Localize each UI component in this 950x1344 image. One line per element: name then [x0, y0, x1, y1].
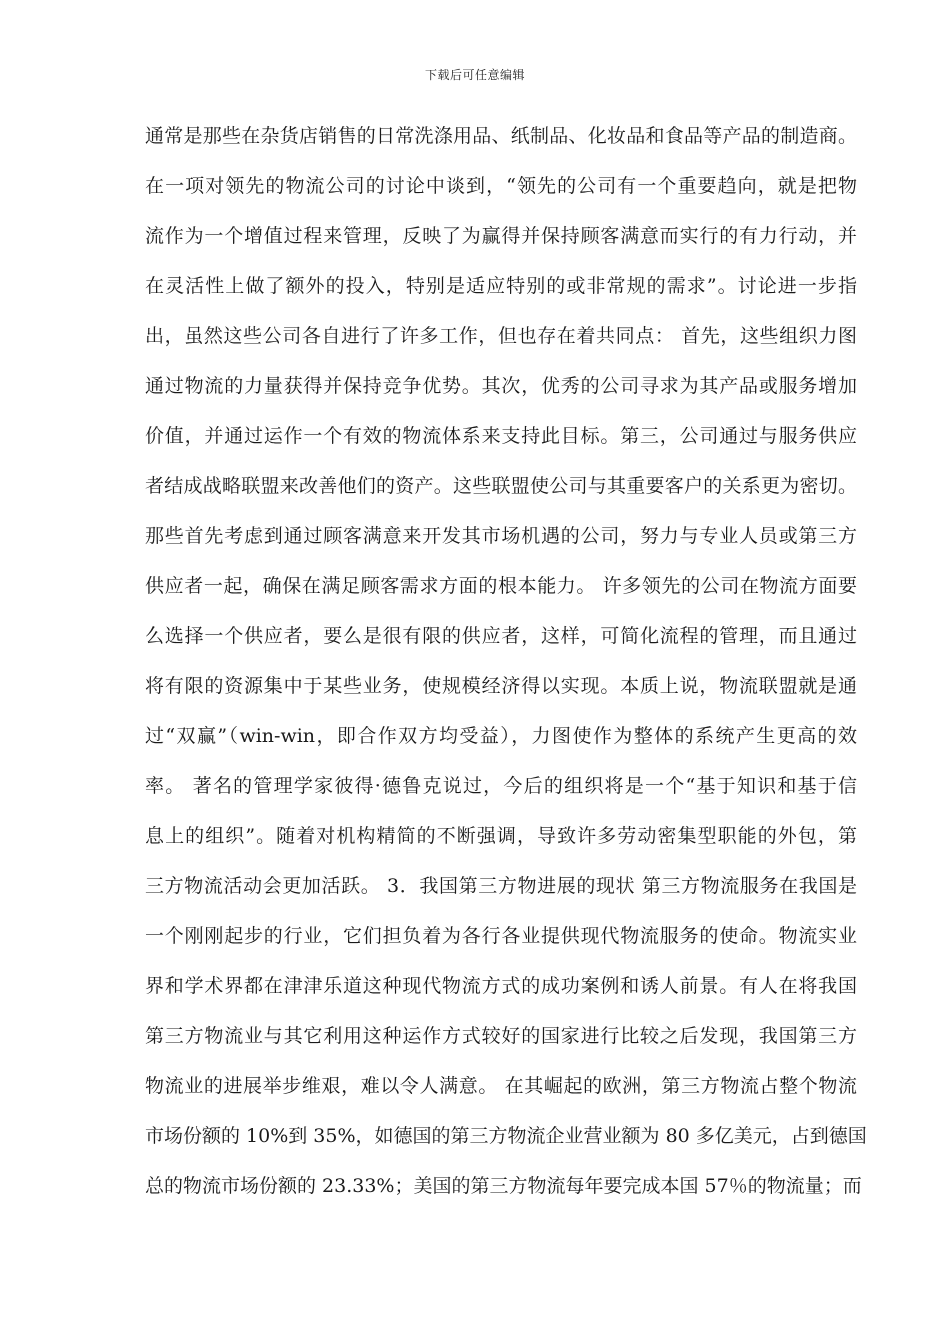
- text-line: 通过物流的力量获得并保持竞争优势。其次，优秀的公司寻求为其产品或服务增加: [145, 375, 857, 397]
- text-line: 在灵活性上做了额外的投入，特别是适应特别的或非常规的需求”。讨论进一步指: [145, 275, 857, 297]
- text-line: 一个刚刚起步的行业，它们担负着为各行各业提供现代物流服务的使命。物流实业: [145, 925, 857, 947]
- text-line: 者结成战略联盟来改善他们的资产。这些联盟使公司与其重要客户的关系更为密切。: [145, 475, 857, 497]
- text-line: 三方物流活动会更加活跃。 3．我国第三方物进展的现状 第三方物流服务在我国是: [145, 875, 857, 897]
- text-line: 在一项对领先的物流公司的讨论中谈到，“领先的公司有一个重要趋向，就是把物: [145, 175, 857, 197]
- text-line: 出，虽然这些公司各自进行了许多工作，但也存在着共同点： 首先，这些组织力图: [145, 325, 857, 347]
- text-line: 市场份额的 10%到 35%，如德国的第三方物流企业营业额为 80 多亿美元，占到德国: [145, 1125, 867, 1147]
- text-line: 界和学术界都在津津乐道这种现代物流方式的成功案例和诱人前景。有人在将我国: [145, 975, 857, 997]
- text-line: 流作为一个增值过程来管理，反映了为赢得并保持顾客满意而实行的有力行动，并: [145, 225, 857, 247]
- text-line: 那些首先考虑到通过顾客满意来开发其市场机遇的公司，努力与专业人员或第三方: [145, 525, 857, 547]
- text-line: 率。 著名的管理学家彼得·德鲁克说过，今后的组织将是一个“基于知识和基于信: [145, 775, 857, 797]
- text-line: 价值，并通过运作一个有效的物流体系来支持此目标。第三，公司通过与服务供应: [145, 425, 857, 447]
- text-line: 将有限的资源集中于某些业务，使规模经济得以实现。本质上说，物流联盟就是通: [145, 675, 857, 697]
- text-line: 第三方物流业与其它利用这种运作方式较好的国家进行比较之后发现，我国第三方: [145, 1025, 857, 1047]
- text-line: 么选择一个供应者，要么是很有限的供应者，这样，可简化流程的管理，而且通过: [145, 625, 857, 647]
- text-line: 供应者一起，确保在满足顾客需求方面的根本能力。 许多领先的公司在物流方面要: [145, 575, 857, 597]
- text-line: 物流业的进展举步维艰，难以令人满意。 在其崛起的欧洲，第三方物流占整个物流: [145, 1075, 857, 1097]
- text-line: 息上的组织”。随着对机构精简的不断强调，导致许多劳动密集型职能的外包，第: [145, 825, 857, 847]
- text-line: 过“双赢”（win-win，即合作双方均受益），力图使作为整体的系统产生更高的效: [145, 725, 857, 747]
- document-body: [145, 118, 867, 1218]
- text-line: 总的物流市场份额的 23.33%；美国的第三方物流每年要完成本国 57％的物流量；而: [145, 1175, 862, 1197]
- page-header: 下载后可任意编辑: [424, 68, 525, 82]
- text-line: 通常是那些在杂货店销售的日常洗涤用品、纸制品、化妆品和食品等产品的制造商。: [145, 125, 857, 147]
